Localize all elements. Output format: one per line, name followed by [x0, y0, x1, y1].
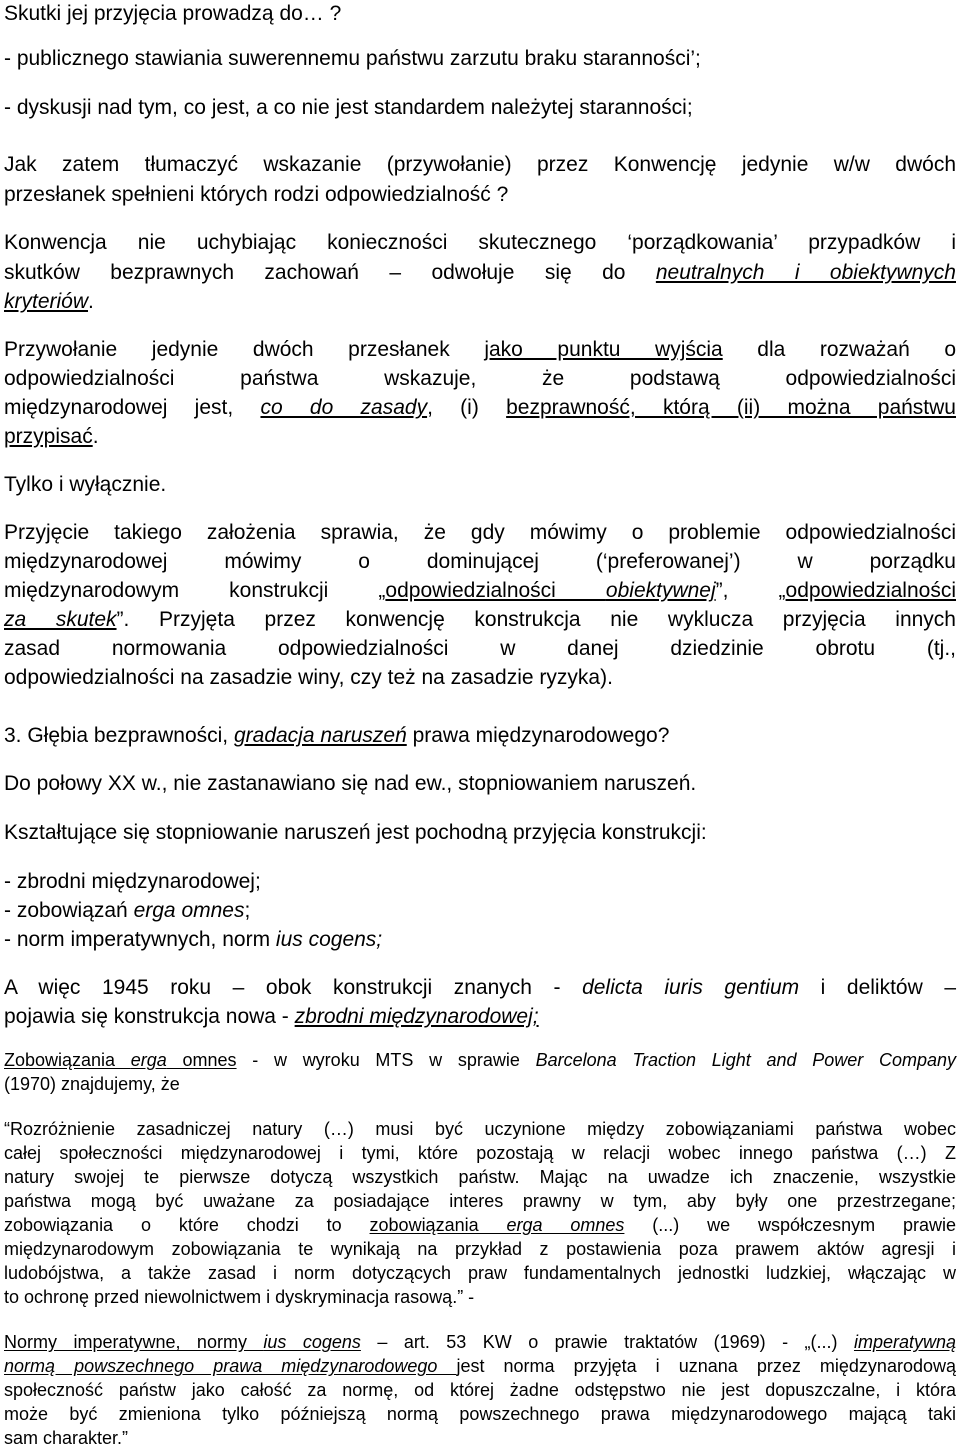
text-line: międzynarodowej jest, co do zasady, (i) bezprawność, którą (ii) można państwu — [4, 396, 956, 419]
text-line: Kształtujące się stopniowanie naruszeń jest pochodną przyjęcia konstrukcji: — [4, 821, 707, 844]
list-item: - norm imperatywnych, norm ius cogens; — [4, 928, 383, 951]
text-line: sam charakter.” — [4, 1428, 129, 1448]
text-line: Tylko i wyłącznie. — [4, 473, 167, 496]
text-line: Jak zatem tłumaczyć wskazanie (przywołanie) przez Konwencję jedynie w/w dwóch — [4, 153, 956, 176]
list-item: - zobowiązań erga omnes; — [4, 899, 251, 922]
text-line: przesłanek spełnieni których rodzi odpowiedzialność ? — [4, 183, 509, 206]
text-line: normą powszechnego prawa międzynarodowego jest norma przyjęta i uznana przez międzynarodową — [4, 1356, 956, 1376]
text-line: Przywołanie jedynie dwóch przesłanek jako punktu wyjścia dla rozważań o — [4, 338, 957, 361]
text-line: odpowiedzialności państwa wskazuje, że podstawą odpowiedzialności — [4, 367, 956, 390]
text-line: - publicznego stawiania suwerennemu państwu zarzutu braku staranności’; — [4, 47, 701, 70]
quote-line: państwa mogą być uważane za posiadające interes prawny w tym, aby były one przestrzegane; — [4, 1191, 956, 1211]
quote-line: całej społeczności międzynarodowej i tymi, które pozostają w relacji wobec innego państwa (…) Z — [4, 1143, 956, 1163]
text-line: Przyjęcie takiego założenia sprawia, że gdy mówimy o problemie odpowiedzialności — [4, 521, 956, 544]
text-line: może być zmieniona tylko późniejszą normą powszechnego prawa międzynarodowego mającą taki — [4, 1404, 956, 1424]
quote-line: natury swojej te pierwsze dotyczą wszystkich państw. Mając na uwadze ich znaczenie, wszystkie — [4, 1167, 956, 1187]
text-line: skutków bezprawnych zachowań – odwołuje się do neutralnych i obiektywnych — [4, 261, 956, 284]
list-item: - zbrodni międzynarodowej; — [4, 870, 261, 893]
text-line: społeczność państw jako całość za normę, od której żadne odstępstwo nie jest dopuszczalne, i która — [4, 1380, 956, 1400]
quote-line: to ochronę przed niewolnictwem i dyskryminacja rasową.” - — [4, 1287, 475, 1307]
quote-line: międzynarodowym zobowiązania te wynikają na przykład z postawienia poza prawem aktów agresji i — [4, 1239, 956, 1259]
text-line: międzynarodowym konstrukcji „odpowiedzialności obiektywnej”, „odpowiedzialności — [4, 579, 956, 602]
text-line: Normy imperatywne, normy ius cogens – art. 53 KW o prawie traktatów (1969) - „(...) imperatywną — [4, 1332, 957, 1352]
quote-line: “Rozróżnienie zasadniczej natury (…) musi być uczynione między zobowiązaniami państwa wobec — [4, 1119, 956, 1139]
text-line: zasad normowania odpowiedzialności w danej dziedzinie obrotu (tj., — [4, 637, 956, 660]
text-line: A więc 1945 roku – obok konstrukcji znanych - delicta iuris gentium i deliktów – — [4, 976, 957, 999]
text-line: Zobowiązania erga omnes - w wyroku MTS w sprawie Barcelona Traction Light and Power Company — [4, 1050, 956, 1070]
quote-line: ludobójstwa, a także zasad i norm dotyczących praw fundamentalnych jednostki ludzkiej, włączając w — [4, 1263, 956, 1283]
text-line: przypisać. — [4, 425, 99, 448]
text-line: Skutki jej przyjęcia prowadzą do… ? — [4, 2, 342, 25]
section-heading: 3. Głębia bezprawności, gradacja naruszeń prawa międzynarodowego? — [4, 724, 670, 747]
text-line: Do połowy XX w., nie zastanawiano się nad ew., stopniowaniem naruszeń. — [4, 772, 697, 795]
text-line: - dyskusji nad tym, co jest, a co nie jest standardem należytej staranności; — [4, 96, 693, 119]
text-line: międzynarodowej mówimy o dominującej (‘preferowanej’) w porządku — [4, 550, 956, 573]
text-line: pojawia się konstrukcja nowa - zbrodni międzynarodowej; — [4, 1005, 539, 1028]
quote-line: zobowiązania o które chodzi to zobowiązania erga omnes (...) we współczesnym prawie — [4, 1215, 956, 1235]
text-line: odpowiedzialności na zasadzie winy, czy też na zasadzie ryzyka). — [4, 666, 613, 689]
text-line: kryteriów. — [4, 290, 94, 313]
text-line: (1970) znajdujemy, że — [4, 1074, 180, 1094]
text-line: Konwencja nie uchybiając konieczności skutecznego ‘porządkowania’ przypadków i — [4, 231, 956, 254]
text-line: za skutek”. Przyjęta przez konwencję konstrukcja nie wyklucza przyjęcia innych — [4, 608, 956, 631]
